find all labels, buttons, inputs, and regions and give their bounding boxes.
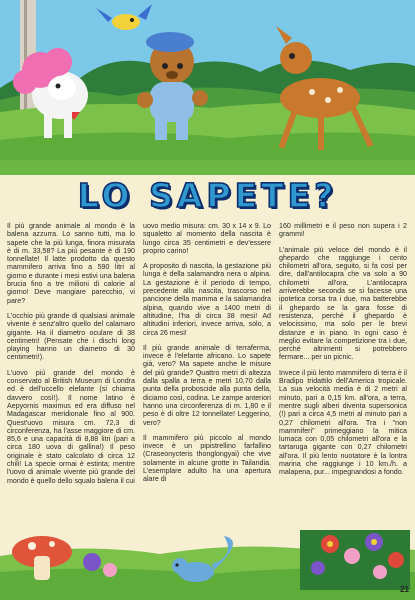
paragraph: uovo medio misura: cm. 30 x 14 x 9. Lo squaletto al momento della nascita è lungo circa 35 centimetri e dev'essere proprio carino! [143,222,271,255]
article-columns [7,222,409,532]
header-illustration [0,0,415,175]
paragraph: Il più grande animale al mondo è la balena azzurra. Lo sanno tutti, ma lo sapete che la più lunga, finora misurata è di m. 33,58? La più pesante è di 190 tonnellate! Il latte prodotto da questo mammifero arriva fino a 590 litri al giorno e durante i mesi estivi una balena brucia fino a tre milioni di calorie al giorno! Deve mangiare parecchio, vi pare? [7,222,135,305]
paragraph: Invece il più lento mammifero di terra è il Bradipo tridattilo dell'America tropicale. La sua velocità media è di 2 metri al minuto, pari a 0,15 km. all'ora, a terra, mentre sugli alberi diventa supersonica (!) pari a circa 4,5 metri al minuto pari a 0,27 chilometri all'ora. Tra i "non mammiferi" primeggiano la mitica lumaca con 0,05 chilometri all'ora e la tartaruga gigante con 0,27 chilometri all'ora. Il più lento nuotatore è la lontra marina che raggiunge i 10 km./h. a malapena, pur... impegnandosi a fondo. [279,368,407,477]
article-column-1 [7,222,135,532]
paragraph: L'animale più veloce del mondo è il ghepardo che raggiunge i cento chilometri all'ora, seguito, si fa così per dire, dall'antilocapra che va solo a 90 chilometri all'ora. L'antilocapra arriverebbe seconda se si facesse una ipotetica corsa tra i due, ma batterebbe il ghepardo se la gara fosse di resistenza, perché il ghepardo è velocissimo, ma solo per le brevi distanze e in piano. In ogni caso è meglio evitare la competizione tra i due, perché altrimenti si potrebbero fermare... per un picnic. [279,245,407,362]
paragraph: L'uovo più grande del mondo è conservato al British Museum di Londra ed è dell'uccello elefante (si chiama davvero così!). Il nome latino è Aepyornis maximus ed era diffuso nel Madagascar meridionale fino al 900. Quest'uovo misura cm. 72,3 di circonferenza, ha l'asse maggiore di cm. 85,6 e una capacità di 8,88 litri (pari a circa 180 uova di gallina!) Il peso originale è stato calcolato di circa 12 chili! La specie ormai è estinta; mentre l'uovo di animale vivente più grande del mondo è quello dello squalo balena il cui [7,368,135,485]
paragraph: L'occhio più grande di qualsiasi animale vivente è senz'altro quello del calamaro gigante. Ha il diametro oculare di 38 centimetri! (Pensate che i dischi long playing hanno un diametro di 30 centimetri!). [7,311,135,362]
flowers-icon [300,530,410,590]
page-title-text: LO SAPETE? [77,176,338,215]
page-title [0,170,415,220]
paragraph: Il più grande animale di terraferma, invece è l'elefante africano. Lo sapete già, vero? Ma sapete anche le misure del più grande? Quattro metri di altezza dalla spalla a terra e metri 10,70 dalla punta della proboscide alla punta della, diciamo così, codina. Le zampe anteriori hanno una circonferenza di m. 1,80 e il peso è di oltre 12 tonnellate! Leggerino, vero? [143,343,271,427]
article-column-3 [279,222,407,532]
paragraph: Il mammifero più piccolo al mondo invece è un pipistrellino farfallino (Craseonycteris thonglongyai) che vive solamente in alcune grotte in Tailandia. L'esemplare adulto ha una apertura alare di [143,433,271,484]
footer-illustration [0,520,415,600]
paragraph: 160 millimetri e il peso non supera i 2 grammi! [279,222,407,239]
article-column-2 [143,222,271,532]
page-number: 21 [400,585,409,594]
paragraph: A proposito di nascita, la gestazione più lunga è della salamandra nera o alpina. La gestazione è il periodo di tempo, precedente alla nascita, trascorso nel pancione della mamma e la salamandra alpina, quando vive a 1400 metri di altitudine, l'ha di circa 38 mesi! Ad altitudini inferiori, invece arriva, solo, a circa 26 mesi! [143,262,271,337]
